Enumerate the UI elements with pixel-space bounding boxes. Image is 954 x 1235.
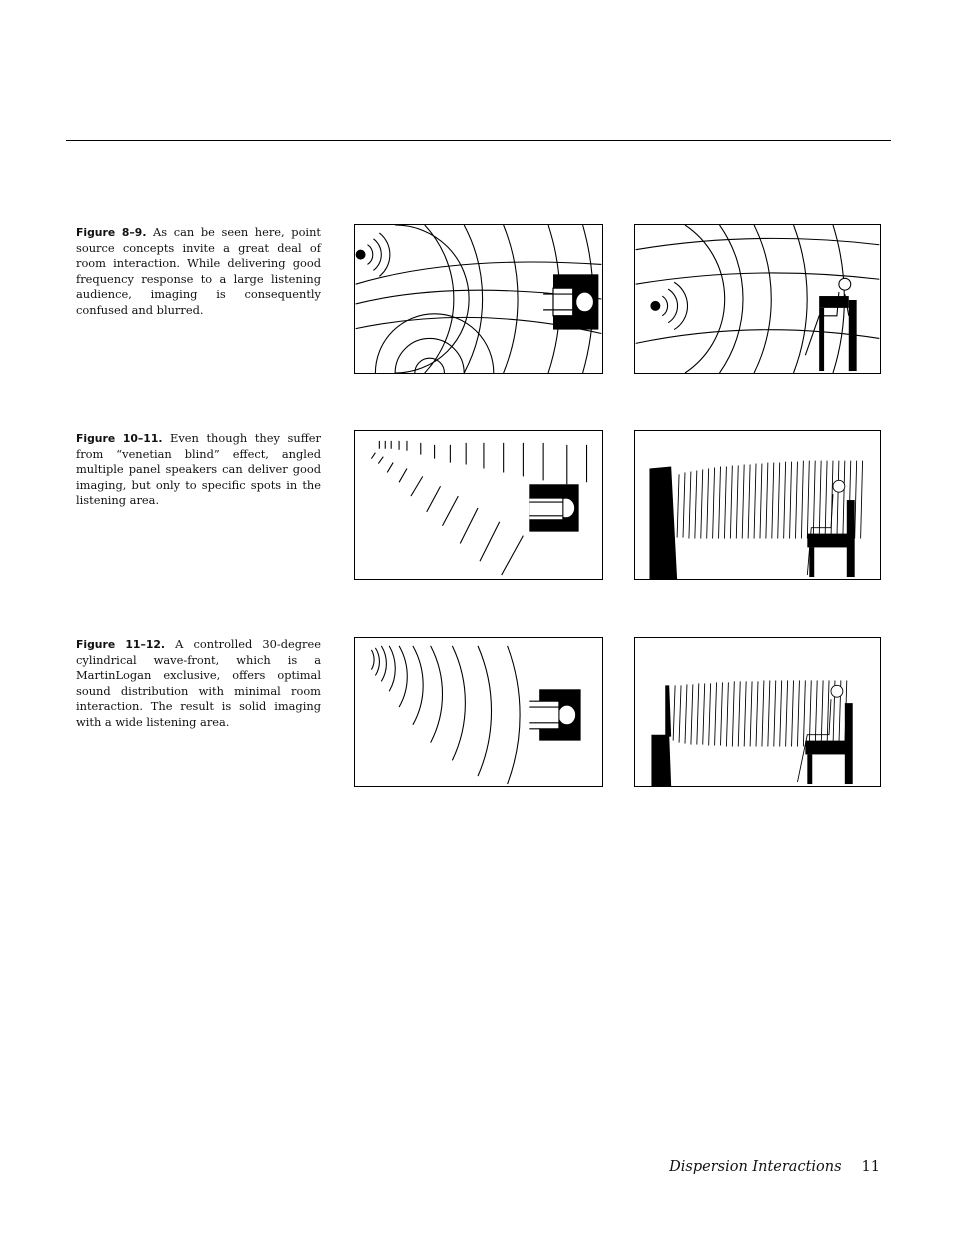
figure-8-top-view xyxy=(354,224,603,374)
point-source-top-diagram xyxy=(355,225,602,373)
chair-seat xyxy=(819,296,849,308)
figure-8-9-caption xyxy=(76,225,321,319)
figure-10-11-caption xyxy=(76,431,321,509)
figure-11-side-view xyxy=(634,430,881,580)
speaker-dot xyxy=(651,301,660,310)
figure-11-12-text: A controlled 30-degree cylindrical wave-front, which is a MartinLogan exclusive, offers optimal sound distribution with minimal room interaction. The result is solid imaging with a wide listening area. xyxy=(76,637,321,729)
figure-11-top-view xyxy=(354,637,603,787)
page-number: 11 xyxy=(861,1159,880,1175)
section-title: Dispersion Interactions xyxy=(669,1159,842,1175)
chair-seat xyxy=(805,741,850,755)
wavefront-lines xyxy=(673,680,847,746)
chair-back xyxy=(847,500,855,577)
figure-10-top-view xyxy=(354,430,603,580)
speaker-panel xyxy=(665,685,671,736)
speaker-dot xyxy=(356,250,365,259)
chair-seat xyxy=(807,534,850,548)
chair-back xyxy=(845,703,853,784)
figure-10-11-label: Figure 10–11. xyxy=(76,432,163,445)
header-rule xyxy=(66,140,891,141)
figure-12-side-view xyxy=(634,637,881,787)
figure-8-9-label: Figure 8–9. xyxy=(76,226,147,239)
wavefront-lines xyxy=(677,461,862,539)
figure-8-9-text: As can be seen here, point source concepts invite a great deal of room interaction. While delivering good frequency response to a large listening audience, imaging is consequently confused and blurred. xyxy=(76,225,321,317)
cylindrical-wavefront-side-diagram xyxy=(635,638,880,786)
multiple-panel-top-diagram xyxy=(355,431,602,579)
figure-9-side-view xyxy=(634,224,881,374)
point-source-side-diagram xyxy=(635,225,880,373)
figure-10-11-text: Even though they suffer from “venetian blind” effect, angled multiple panel speakers can deliver good imaging, but only to specific spots in the listening area. xyxy=(76,431,321,508)
page-footer xyxy=(560,1159,880,1175)
speaker-panel xyxy=(649,467,677,579)
speaker-base xyxy=(651,735,671,786)
cylindrical-wavefront-top-diagram xyxy=(355,638,602,786)
figure-11-12-label: Figure 11–12. xyxy=(76,638,165,651)
chair-back xyxy=(849,300,857,371)
figure-11-12-caption xyxy=(76,637,321,731)
multiple-panel-side-diagram xyxy=(635,431,880,579)
